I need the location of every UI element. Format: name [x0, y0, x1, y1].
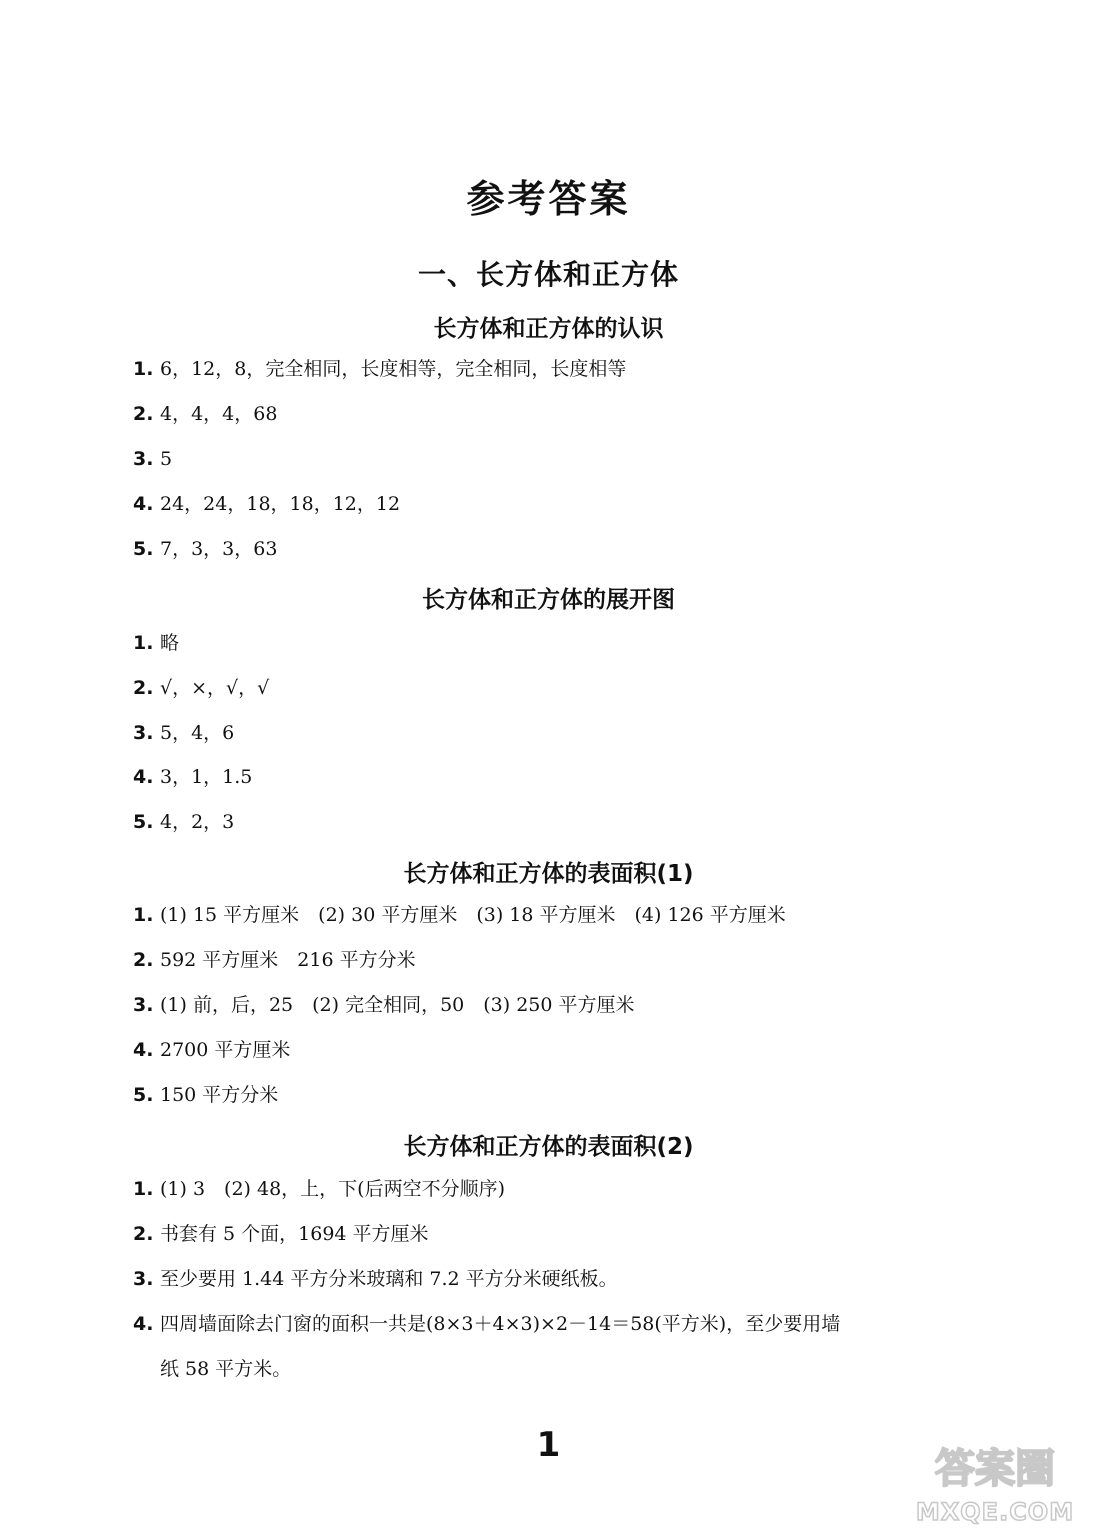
answer-item	[133, 947, 983, 973]
item-number: 3.	[133, 722, 154, 744]
item-number: 3.	[133, 448, 154, 470]
section-title-surface-area-1: 长方体和正方体的表面积(1)	[403, 861, 694, 887]
item-number: 2.	[133, 677, 154, 699]
item-number: 5.	[133, 1084, 154, 1106]
item-text: 24，24，18，18，12，12	[160, 493, 401, 515]
item-text: 4，2，3	[160, 811, 235, 833]
answer-item	[133, 356, 983, 382]
item-number: 2.	[133, 403, 154, 425]
answer-item	[133, 1311, 983, 1337]
answer-item	[133, 536, 983, 562]
item-text: 5，4，6	[160, 722, 235, 744]
item-number: 4.	[133, 493, 154, 515]
item-number: 1.	[133, 632, 154, 654]
section-title-recognition: 长方体和正方体的认识	[433, 316, 664, 342]
item-text: 3，1，1.5	[160, 766, 253, 788]
item-number: 3.	[133, 1268, 154, 1290]
answer-item	[133, 1037, 983, 1063]
section-title-net: 长方体和正方体的展开图	[422, 587, 675, 613]
item-number: 5.	[133, 811, 154, 833]
answer-item	[133, 809, 983, 835]
answer-item	[133, 630, 983, 656]
item-number: 2.	[133, 949, 154, 971]
item-text: 4，4，4，68	[160, 403, 278, 425]
item-number: 2.	[133, 1223, 154, 1245]
item-number: 1.	[133, 358, 154, 380]
watermark-url: MXQE.COM	[915, 1498, 1075, 1526]
item-number: 4.	[133, 766, 154, 788]
item-text: 至少要用 1.44 平方分米玻璃和 7.2 平方分米硬纸板。	[160, 1268, 618, 1290]
item-text: (1) 前，后，25 (2) 完全相同，50 (3) 250 平方厘米	[160, 994, 635, 1016]
item-number: 5.	[133, 538, 154, 560]
answer-item	[133, 764, 983, 790]
item-text: 150 平方分米	[160, 1084, 279, 1106]
answer-item	[133, 446, 983, 472]
page-title: 参考答案	[466, 177, 631, 221]
item-text: 四周墙面除去门窗的面积一共是(8×3＋4×3)×2－14＝58(平方米)，至少要用墙	[160, 1313, 841, 1335]
answer-item	[133, 675, 983, 701]
item-number: 4.	[133, 1313, 154, 1335]
watermark-text: 答案圈	[935, 1446, 1055, 1492]
watermark-logo	[900, 1440, 1090, 1530]
answer-item	[133, 902, 983, 928]
item-text: √，×，√，√	[160, 677, 270, 699]
item-text: 5	[160, 448, 173, 470]
answer-item	[133, 720, 983, 746]
answer-item	[133, 1082, 983, 1108]
answer-item	[133, 992, 983, 1018]
item-number: 3.	[133, 994, 154, 1016]
item-text: 略	[160, 632, 180, 654]
answer-item	[133, 1221, 983, 1247]
item-number: 1.	[133, 904, 154, 926]
item-text-continuation: 纸 58 平方米。	[160, 1358, 292, 1380]
section-title-surface-area-2: 长方体和正方体的表面积(2)	[403, 1134, 694, 1160]
answer-item	[133, 401, 983, 427]
item-text: 书套有 5 个面，1694 平方厘米	[160, 1223, 429, 1245]
item-text: 7，3，3，63	[160, 538, 278, 560]
item-text: 6，12，8，完全相同，长度相等，完全相同，长度相等	[160, 358, 627, 380]
item-text: 592 平方厘米 216 平方分米	[160, 949, 416, 971]
answer-item	[133, 1176, 983, 1202]
item-number: 4.	[133, 1039, 154, 1061]
chapter-heading: 一、长方体和正方体	[417, 258, 679, 291]
item-text: (1) 15 平方厘米 (2) 30 平方厘米 (3) 18 平方厘米 (4) 126 平方厘米	[160, 904, 786, 926]
item-text: (1) 3 (2) 48，上，下(后两空不分顺序)	[160, 1178, 505, 1200]
item-text: 2700 平方厘米	[160, 1039, 291, 1061]
answer-item	[133, 491, 983, 517]
page-number: 1	[536, 1425, 561, 1465]
item-number: 1.	[133, 1178, 154, 1200]
answer-item	[133, 1266, 983, 1292]
